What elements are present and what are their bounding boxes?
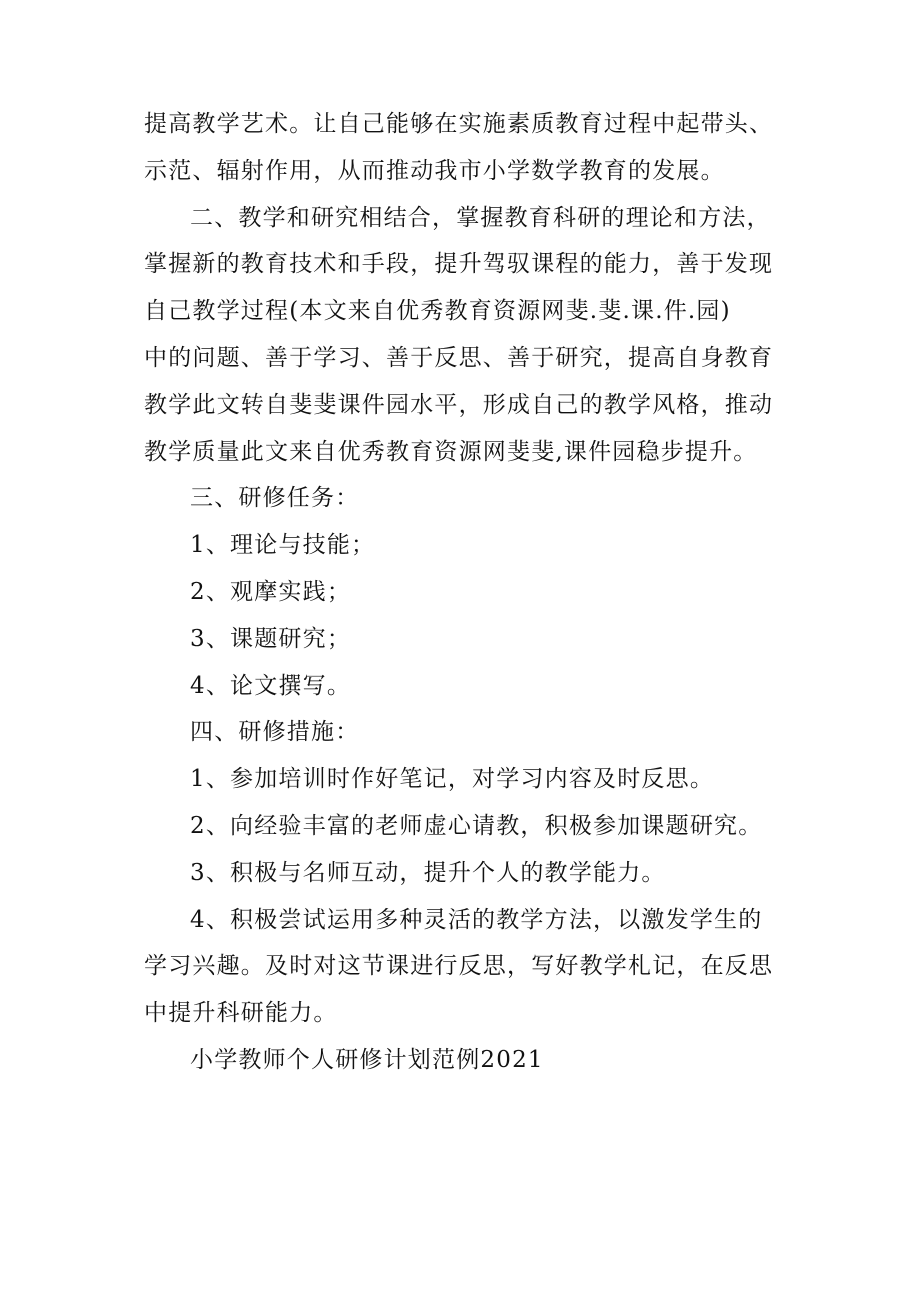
task-item: 3、课题研究；	[190, 625, 352, 652]
task-item: 4、论文撰写。	[190, 672, 352, 699]
text-line: 教学质量此文来自优秀教育资源网斐斐,课件园稳步提升。	[144, 438, 758, 465]
text-line: 中提升科研能力。	[144, 1000, 338, 1027]
section-heading-two: 二、教学和研究相结合，掌握教育科研的理论和方法，	[190, 204, 771, 231]
task-item: 2、观摩实践；	[190, 578, 352, 605]
text-line: 示范、辐射作用，从而推动我市小学数学教育的发展。	[144, 157, 725, 184]
text-line: 学习兴趣。及时对这节课进行反思，写好教学札记，在反思	[144, 953, 774, 980]
text-line: 提高教学艺术。让自己能够在实施素质教育过程中起带头、	[144, 111, 774, 137]
section-heading-four: 四、研修措施：	[190, 719, 360, 746]
section-heading-three: 三、研修任务：	[190, 485, 360, 512]
document-title: 小学教师个人研修计划范例2021	[190, 1046, 544, 1073]
text-line: 掌握新的教育技术和手段，提升驾驭课程的能力，善于发现	[144, 251, 774, 278]
text-line: 自己教学过程(本文来自优秀教育资源网斐.斐.课.件.园)	[144, 298, 731, 325]
measure-item: 4、积极尝试运用多种灵活的教学方法，以激发学生的	[190, 906, 763, 933]
text-line: 教学此文转自斐斐课件园水平，形成自己的教学风格，推动	[144, 391, 774, 418]
document-body	[144, 101, 784, 1084]
measure-item: 2、向经验丰富的老师虚心请教，积极参加课题研究。	[190, 812, 763, 839]
measure-item: 1、参加培训时作好笔记，对学习内容及时反思。	[190, 766, 715, 793]
task-item: 1、理论与技能；	[190, 532, 376, 559]
text-line: 中的问题、善于学习、善于反思、善于研究，提高自身教育	[144, 344, 774, 371]
measure-item: 3、积极与名师互动，提升个人的教学能力。	[190, 859, 666, 886]
